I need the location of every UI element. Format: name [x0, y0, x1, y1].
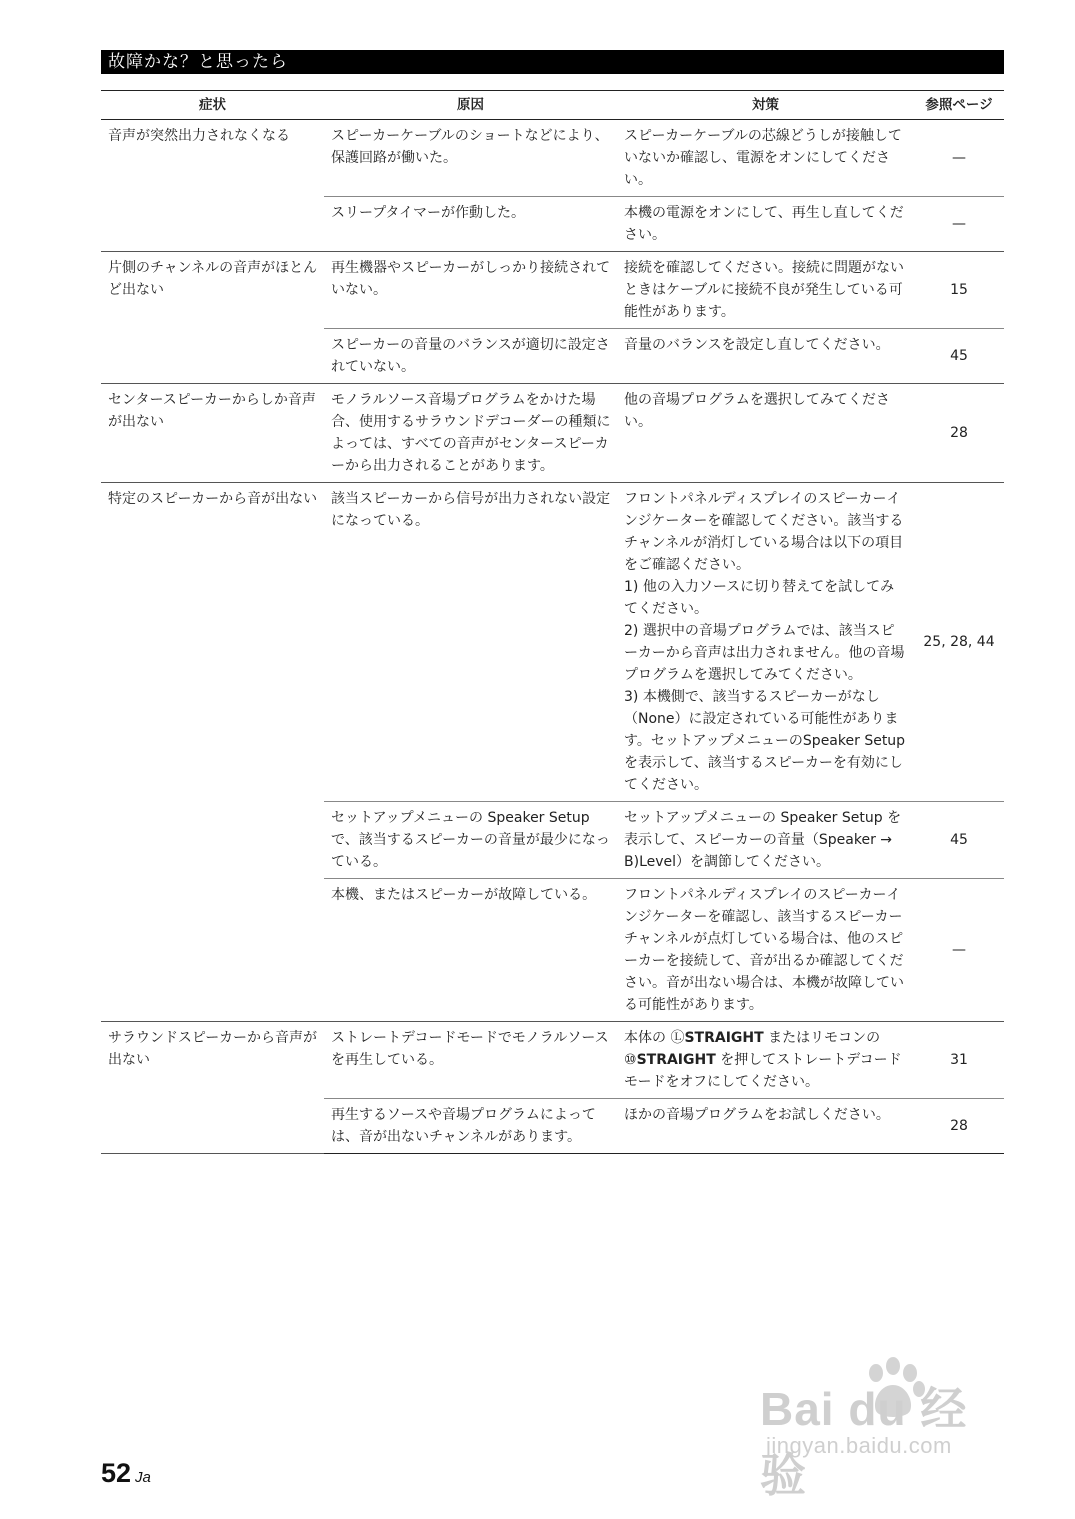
cause-cell: スピーカーの音量のバランスが適切に設定されていない。 [324, 329, 617, 384]
language-tag: Ja [135, 1469, 151, 1486]
page-footer [101, 1458, 151, 1489]
symptom-cell: サラウンドスピーカーから音声が出ない [101, 1022, 324, 1154]
remedy-text: を押してストレートデコードモードをオフにしてください。 [624, 1052, 902, 1090]
page-ref-cell: 45 [914, 802, 1004, 879]
cause-cell: スリープタイマーが作動した。 [324, 197, 617, 252]
straight-key-label: STRAIGHT [636, 1052, 716, 1068]
remedy-cell [617, 1022, 914, 1099]
header-symptom: 症状 [101, 91, 324, 120]
symptom-cell: 片側のチャンネルの音声がほとんど出ない [101, 252, 324, 384]
troubleshooting-table [101, 90, 1004, 1154]
remedy-line: 3) 本機側で、該当するスピーカーがなし（None）に設定されている可能性があります。セットアップメニューのSpeaker Setup を表示して、該当するスピーカーを有効にしてください。 [624, 689, 906, 793]
page-number: 52 [101, 1458, 132, 1488]
symptom-cell: 特定のスピーカーから音が出ない [101, 483, 324, 1022]
cause-cell: セットアップメニューの Speaker Setup で、該当するスピーカーの音量が最少になっている。 [324, 802, 617, 879]
page-ref-cell: 25, 28, 44 [914, 483, 1004, 802]
straight-key-label: STRAIGHT [684, 1030, 764, 1046]
watermark-logo: Bai du 经验 [760, 1383, 968, 1501]
header-page: 参照ページ [914, 91, 1004, 120]
cause-cell: 再生するソースや音場プログラムによっては、音が出ないチャンネルがあります。 [324, 1099, 617, 1154]
cause-cell: モノラルソース音場プログラムをかけた場合、使用するサラウンドデコーダーの種類によっては、すべての音声がセンタースピーカーから出力されることがあります。 [324, 384, 617, 483]
table-row [101, 1022, 1004, 1099]
remedy-line: 1) 他の入力ソースに切り替えてを試してみてください。 [624, 579, 895, 617]
cause-cell: ストレートデコードモードでモノラルソースを再生している。 [324, 1022, 617, 1099]
section-title: 故障かな？と思ったら [101, 50, 1004, 74]
remedy-cell: 本機の電源をオンにして、再生し直してください。 [617, 197, 914, 252]
remedy-cell: 接続を確認してください。接続に問題がないときはケーブルに接続不良が発生している可能性があります。 [617, 252, 914, 329]
remedy-line: フロントパネルディスプレイのスピーカーインジケーターを確認してください。該当するチャンネルが消灯している場合は以下の項目をご確認ください。 [624, 491, 904, 573]
header-remedy: 対策 [617, 91, 914, 120]
cause-cell: 該当スピーカーから信号が出力されない設定になっている。 [324, 483, 617, 802]
cause-cell: 再生機器やスピーカーがしっかり接続されていない。 [324, 252, 617, 329]
remedy-cell: 音量のバランスを設定し直してください。 [617, 329, 914, 384]
remedy-cell: 他の音場プログラムを選択してみてください。 [617, 384, 914, 483]
page-ref-cell: — [914, 120, 1004, 197]
remedy-line: 2) 選択中の音場プログラムでは、該当スピーカーから音声は出力されません。他の音場プログラムを選択してみてください。 [624, 623, 905, 683]
remedy-cell: ほかの音場プログラムをお試しください。 [617, 1099, 914, 1154]
remedy-cell [617, 483, 914, 802]
remedy-cell: セットアップメニューの Speaker Setup を表示して、スピーカーの音量（Speaker → B)Level）を調節してください。 [617, 802, 914, 879]
header-cause: 原因 [324, 91, 617, 120]
symptom-cell: 音声が突然出力されなくなる [101, 120, 324, 252]
page-ref-cell: 45 [914, 329, 1004, 384]
page-ref-cell: 28 [914, 384, 1004, 483]
symptom-cell: センタースピーカーからしか音声が出ない [101, 384, 324, 483]
panel-key-icon: Ⓛ [670, 1030, 685, 1046]
table-row [101, 483, 1004, 802]
cause-cell: 本機、またはスピーカーが故障している。 [324, 879, 617, 1022]
page-ref-cell: 15 [914, 252, 1004, 329]
table-header-row [101, 91, 1004, 120]
remedy-cell: フロントパネルディスプレイのスピーカーインジケーターを確認し、該当するスピーカーチャンネルが点灯している場合は、他のスピーカーを接続して、音が出るか確認してください。音が出ない場合は、本機が故障している可能性があります。 [617, 879, 914, 1022]
remedy-text: 本体の [624, 1030, 671, 1046]
cause-cell: スピーカーケーブルのショートなどにより、保護回路が働いた。 [324, 120, 617, 197]
page-ref-cell: 28 [914, 1099, 1004, 1154]
page-ref-cell: — [914, 197, 1004, 252]
page-ref-cell: 31 [914, 1022, 1004, 1099]
watermark-url: jingyan.baidu.com [766, 1433, 952, 1458]
table-row [101, 384, 1004, 483]
remedy-cell: スピーカーケーブルの芯線どうしが接触していないか確認し、電源をオンにしてください。 [617, 120, 914, 197]
watermark [760, 1355, 1010, 1501]
remote-key-icon: ⑩ [624, 1052, 637, 1068]
table-row [101, 252, 1004, 329]
page-ref-cell: — [914, 879, 1004, 1022]
remedy-text: またはリモコンの [763, 1030, 881, 1046]
table-row [101, 120, 1004, 197]
